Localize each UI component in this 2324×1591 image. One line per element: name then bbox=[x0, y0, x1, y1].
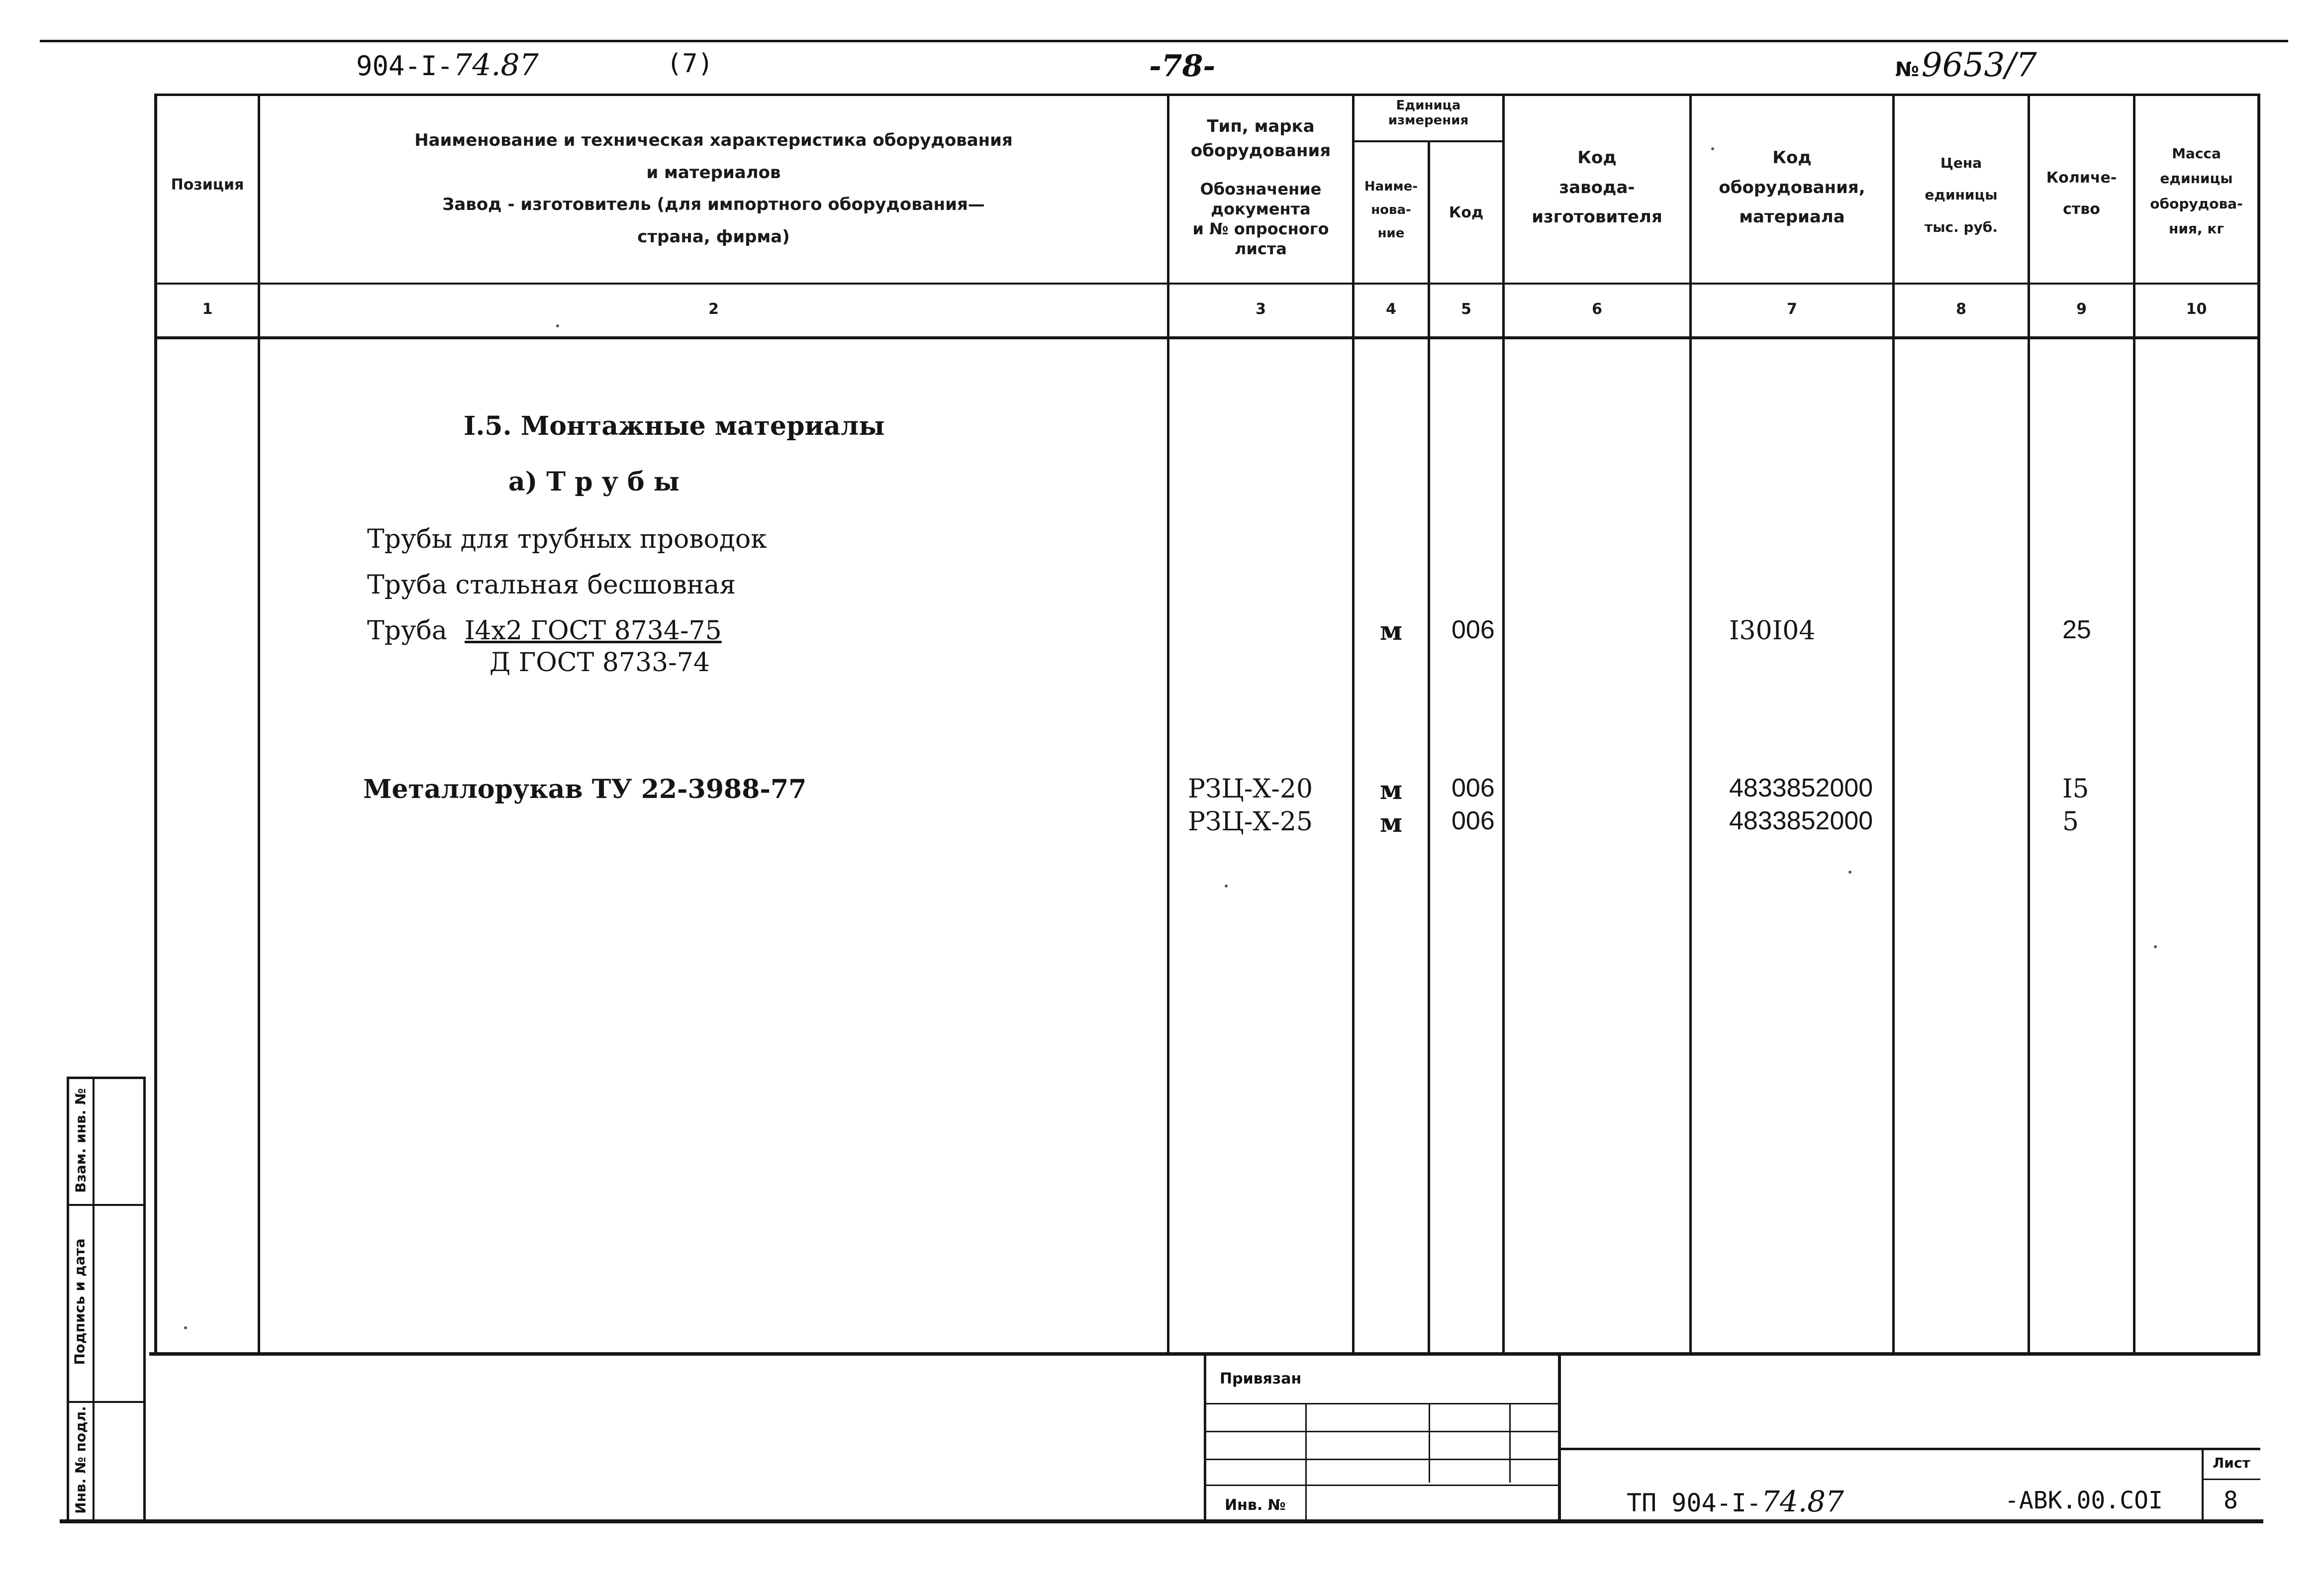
col-sep-8 bbox=[2028, 95, 2030, 1353]
scan-speck bbox=[556, 324, 559, 327]
hose-unit-code-1: 006 bbox=[1452, 774, 1495, 802]
item-line-2: Труба стальная бесшовная bbox=[367, 570, 736, 600]
header-position: Позиция bbox=[171, 176, 244, 194]
col-sep-3 bbox=[1352, 95, 1355, 1353]
scan-speck bbox=[184, 1326, 187, 1329]
col-sep-9 bbox=[2133, 95, 2135, 1353]
number-sign: № bbox=[1895, 58, 1920, 81]
hose-material-code-1: 4833852000 bbox=[1729, 774, 1873, 802]
scan-speck bbox=[2154, 945, 2157, 948]
privyazan-grid-h1 bbox=[1204, 1403, 1559, 1404]
hose-name: Металлорукав ТУ 22-3988-77 bbox=[363, 774, 807, 804]
privyazan-grid-v2 bbox=[1429, 1403, 1430, 1483]
col-number-9: 9 bbox=[2076, 300, 2087, 318]
col-sep-5 bbox=[1502, 95, 1505, 1353]
privyazan-grid-v1 bbox=[1305, 1403, 1307, 1519]
header-unit-group: Единица измерения bbox=[1388, 98, 1469, 128]
side-stamp-left bbox=[67, 1077, 69, 1519]
header-unit-name: Наиме- нова- ние bbox=[1364, 179, 1418, 241]
hose-material-code-2: 4833852000 bbox=[1729, 806, 1873, 835]
privyazan-grid-h2 bbox=[1204, 1431, 1559, 1432]
col-sep-2 bbox=[1167, 95, 1169, 1353]
scan-speck bbox=[1225, 885, 1228, 888]
privyazan-right bbox=[1558, 1352, 1561, 1521]
header-name: Наименование и техническая характеристика оборудования и материалов Завод - изготовитель (для импортного оборудования— страна, фирма) bbox=[414, 130, 1013, 247]
hose-unit-1: м bbox=[1380, 775, 1403, 805]
privyazan-grid-h4 bbox=[1204, 1485, 1559, 1486]
top-border-line bbox=[40, 40, 2288, 42]
col-number-4: 4 bbox=[1386, 300, 1396, 318]
table-top-border bbox=[154, 94, 2260, 96]
page-mark: -78- bbox=[1149, 49, 1216, 84]
document-code bbox=[356, 48, 539, 83]
hose-unit-2: м bbox=[1380, 808, 1403, 838]
tp-prefix: ТП 904-I- bbox=[1627, 1489, 1761, 1517]
privyazan-label: Привязан bbox=[1220, 1370, 1302, 1388]
header-factory-code: Код завода- изготовителя bbox=[1532, 148, 1662, 227]
document-number-value: 9653/7 bbox=[1921, 46, 2037, 84]
col-number-10: 10 bbox=[2186, 300, 2207, 318]
pipe-spec: I4х2 ГОСТ 8734-75 bbox=[465, 616, 722, 646]
header-material-code: Код оборудования, материала bbox=[1719, 148, 1865, 227]
side-label-inv-podl: Инв. № подл. bbox=[72, 1406, 89, 1514]
tp-handwritten: 74.87 bbox=[1761, 1485, 1844, 1518]
side-label-podpis: Подпись и дата bbox=[71, 1238, 88, 1365]
side-stamp-right bbox=[143, 1077, 146, 1519]
pipe-unit: м bbox=[1380, 616, 1403, 646]
side-label-vzam: Взам. инв. № bbox=[72, 1088, 89, 1193]
hose-quantity-2: 5 bbox=[2062, 807, 2079, 837]
title-block-bottom bbox=[60, 1519, 2263, 1523]
list-label: Лист bbox=[2213, 1455, 2250, 1471]
document-code-prefix: 904-I- bbox=[356, 50, 454, 82]
subsection-title: а) Т р у б ы bbox=[508, 467, 679, 497]
hose-type-2: РЗЦ-Х-25 bbox=[1188, 807, 1313, 837]
header-quantity: Количе- ство bbox=[2046, 169, 2117, 218]
privyazan-left bbox=[1204, 1352, 1206, 1521]
document-number bbox=[1895, 46, 2037, 84]
col-sep-6 bbox=[1689, 95, 1692, 1353]
tp-designation bbox=[1627, 1485, 1844, 1518]
document-code-handwritten: 74.87 bbox=[453, 48, 539, 83]
inv-no-label: Инв. № bbox=[1225, 1496, 1286, 1514]
scan-speck bbox=[1711, 147, 1714, 150]
hose-quantity-1: I5 bbox=[2062, 774, 2089, 804]
col-number-5: 5 bbox=[1461, 300, 1471, 318]
privyazan-grid-v3 bbox=[1509, 1403, 1511, 1483]
pipe-material-code: I30I04 bbox=[1729, 616, 1816, 646]
col-number-1: 1 bbox=[202, 300, 213, 318]
col-number-3: 3 bbox=[1256, 300, 1266, 318]
header-type: Тип, марка оборудования bbox=[1190, 116, 1331, 161]
item-line-1: Трубы для трубных проводок bbox=[367, 524, 767, 554]
col-sep-1 bbox=[258, 95, 260, 1353]
side-stamp-inner bbox=[93, 1077, 95, 1519]
col-sep-7 bbox=[1892, 95, 1895, 1353]
col-number-6: 6 bbox=[1592, 300, 1602, 318]
hose-unit-code-2: 006 bbox=[1452, 806, 1495, 835]
title-area-top bbox=[1559, 1448, 2260, 1450]
header-price: Цена единицы тыс. руб. bbox=[1924, 155, 1998, 235]
pipe-unit-code: 006 bbox=[1452, 615, 1495, 644]
numbers-bottom-line bbox=[154, 336, 2260, 339]
pipe-spec-2: Д ГОСТ 8733-74 bbox=[489, 648, 710, 678]
header-mass: Масса единицы оборудова- ния, кг bbox=[2150, 145, 2243, 237]
tp-code: -АВК.00.СОI bbox=[2005, 1487, 2163, 1514]
header-document: Обозначение документа и № опросного листа bbox=[1192, 180, 1329, 258]
header-unit-code: Код bbox=[1449, 204, 1484, 221]
document-part: (7) bbox=[667, 49, 713, 79]
header-bottom-line bbox=[154, 283, 2260, 285]
col-number-7: 7 bbox=[1787, 300, 1797, 318]
section-title: I.5. Монтажные материалы bbox=[464, 411, 885, 441]
hose-type-1: РЗЦ-Х-20 bbox=[1188, 774, 1313, 804]
pipe-quantity: 25 bbox=[2062, 615, 2091, 644]
pipe-label: Труба bbox=[367, 616, 447, 646]
list-cell-mid bbox=[2202, 1479, 2260, 1480]
list-cell-left bbox=[2202, 1448, 2204, 1521]
scan-speck bbox=[1848, 871, 1851, 874]
col-number-2: 2 bbox=[708, 300, 719, 318]
col-sep-4 bbox=[1428, 141, 1430, 1353]
col-number-8: 8 bbox=[1956, 300, 1966, 318]
list-number: 8 bbox=[2224, 1487, 2238, 1514]
privyazan-grid-h3 bbox=[1204, 1459, 1559, 1460]
